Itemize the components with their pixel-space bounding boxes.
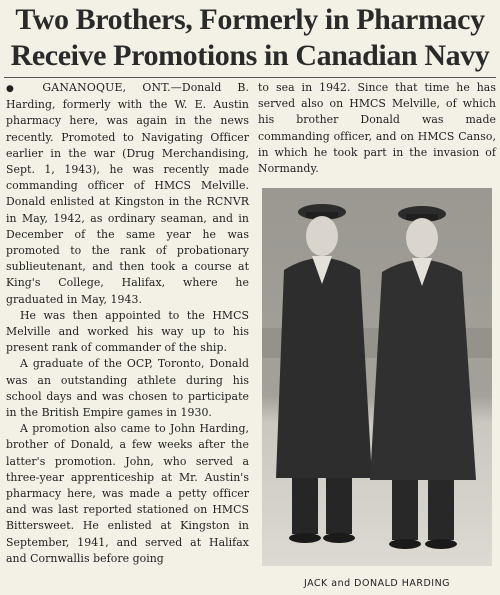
sailors-photo-image bbox=[262, 188, 492, 566]
headline-rule bbox=[4, 77, 496, 78]
article-column-right bbox=[258, 80, 496, 177]
headline-line-2: Receive Promotions in Canadian Navy bbox=[10, 39, 490, 72]
article-paragraph: A graduate of the OCP, Toronto, Donald was an outstanding athlete during his school days and was chosen to participate in the British Empire games in 1930. bbox=[6, 357, 249, 420]
article-continuation: to sea in 1942. Since that time he has served also on HMCS Melville, of which his brother Donald was made commanding officer, and on HMCS Canso, in which he took part in the invasion of Normandy. bbox=[258, 81, 496, 176]
article-paragraph: ● GANANOQUE, ONT.—Donald B. Harding, formerly with the W. E. Austin pharmacy here, was again in the news recently. Promoted to Navigating Officer earlier in the war (Drug Merchandising, Sept. 1, 1943), he was recently made commanding officer of HMCS Melville. Donald enlisted at Kingston in the RCNVR in May, 1942, as ordinary seaman, and in December of the same year he was promoted to the rank of probationary sublieutenant, and then took a course at King's College, Halifax, where he graduated in May, 1943. bbox=[6, 81, 249, 306]
article-column-left bbox=[6, 80, 249, 567]
headline bbox=[0, 2, 500, 74]
bullet-icon: ● bbox=[6, 84, 27, 94]
photo-of-two-sailors bbox=[262, 188, 492, 566]
dateline: GANANOQUE, ONT.— bbox=[42, 81, 182, 94]
article-paragraph: A promotion also came to John Harding, brother of Donald, a few weeks after the latter's promotion. John, who served a three-year apprenticeship at Mr. Austin's pharmacy here, was made a petty officer and was last reported stationed on HMCS Bittersweet. He enlisted at Kingston in September, 1941, and served at Halifax and Cornwallis before going bbox=[6, 422, 249, 565]
photo-caption: JACK and DONALD HARDING bbox=[303, 578, 451, 589]
headline-line-1: Two Brothers, Formerly in Pharmacy bbox=[15, 3, 485, 36]
article-paragraph: He was then appointed to the HMCS Melville and worked his way up to his present rank of commander of the ship. bbox=[6, 308, 249, 355]
